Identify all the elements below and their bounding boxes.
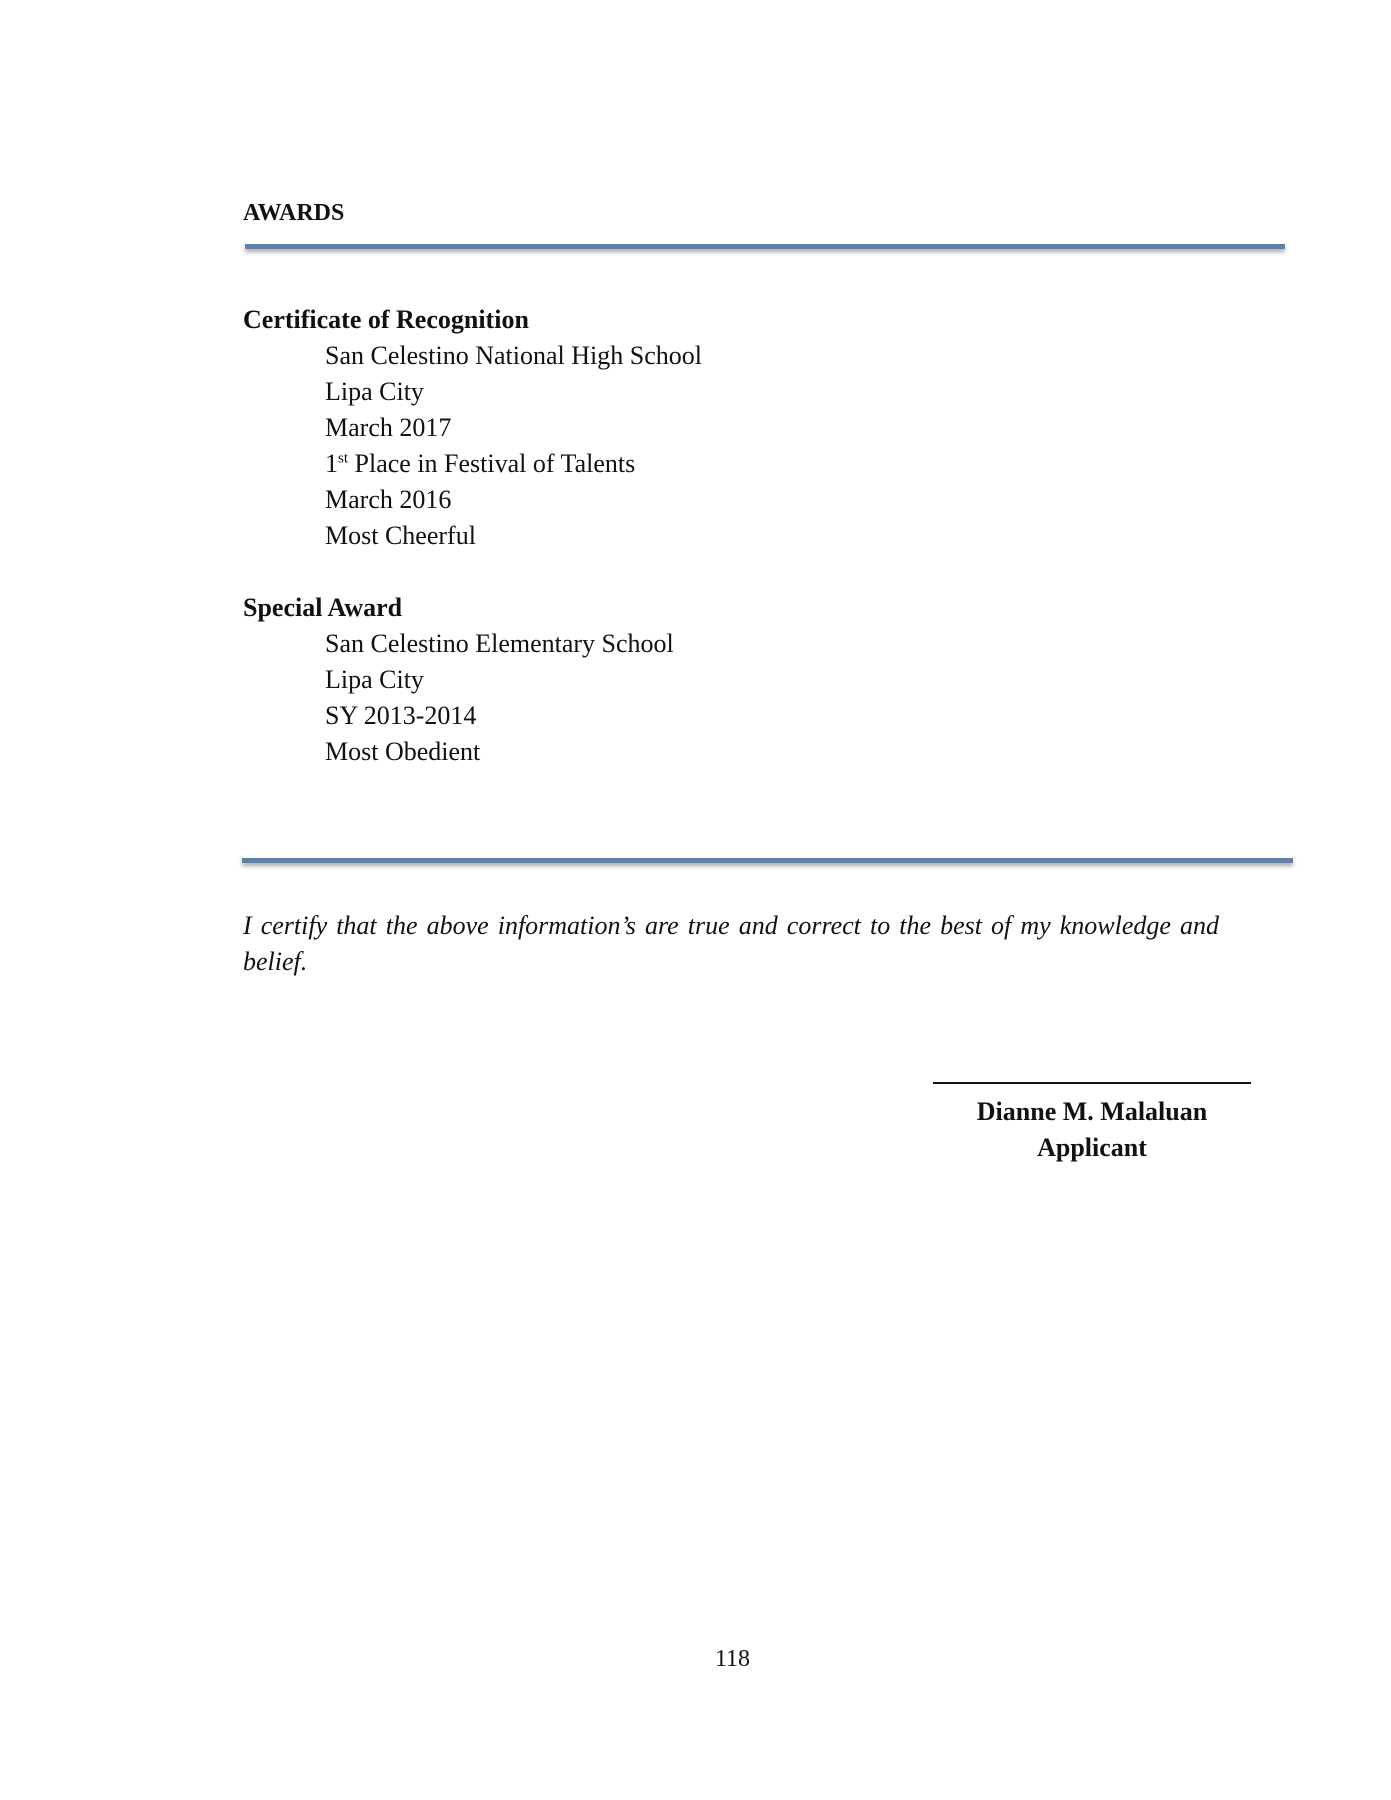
award-place-text: Place in Festival of Talents: [348, 449, 636, 478]
ordinal-suffix: st: [338, 450, 349, 467]
bottom-divider-rule: [242, 858, 1293, 863]
special-award-line: San Celestino Elementary School: [325, 629, 674, 658]
certificate-line: [325, 446, 702, 482]
certification-statement: I certify that the above information’s are true and correct to the best of my knowledge and belief.: [243, 911, 1219, 976]
certificate-line: March 2016: [325, 485, 452, 514]
special-award-line: Lipa City: [325, 665, 424, 694]
special-award-line: Most Obedient: [325, 737, 481, 766]
signature-line: [933, 1082, 1251, 1084]
certificate-line: Most Cheerful: [325, 521, 476, 550]
special-award-details: [325, 626, 674, 770]
page-number: 118: [714, 1646, 751, 1672]
section-title-special-award: Special Award: [243, 593, 403, 622]
certificate-details: [325, 338, 702, 554]
awards-heading: AWARDS: [243, 200, 345, 226]
certificate-line: San Celestino National High School: [325, 341, 702, 370]
certificate-line: March 2017: [325, 413, 452, 442]
section-title-certificate: Certificate of Recognition: [243, 305, 529, 334]
signatory-name: Dianne M. Malaluan: [976, 1097, 1208, 1126]
certificate-line: Lipa City: [325, 377, 424, 406]
ordinal-number: 1: [325, 449, 338, 478]
signatory-role: Applicant: [1037, 1133, 1147, 1162]
special-award-line: SY 2013-2014: [325, 701, 477, 730]
top-divider-rule: [245, 244, 1285, 249]
signature-block: [933, 1094, 1251, 1166]
